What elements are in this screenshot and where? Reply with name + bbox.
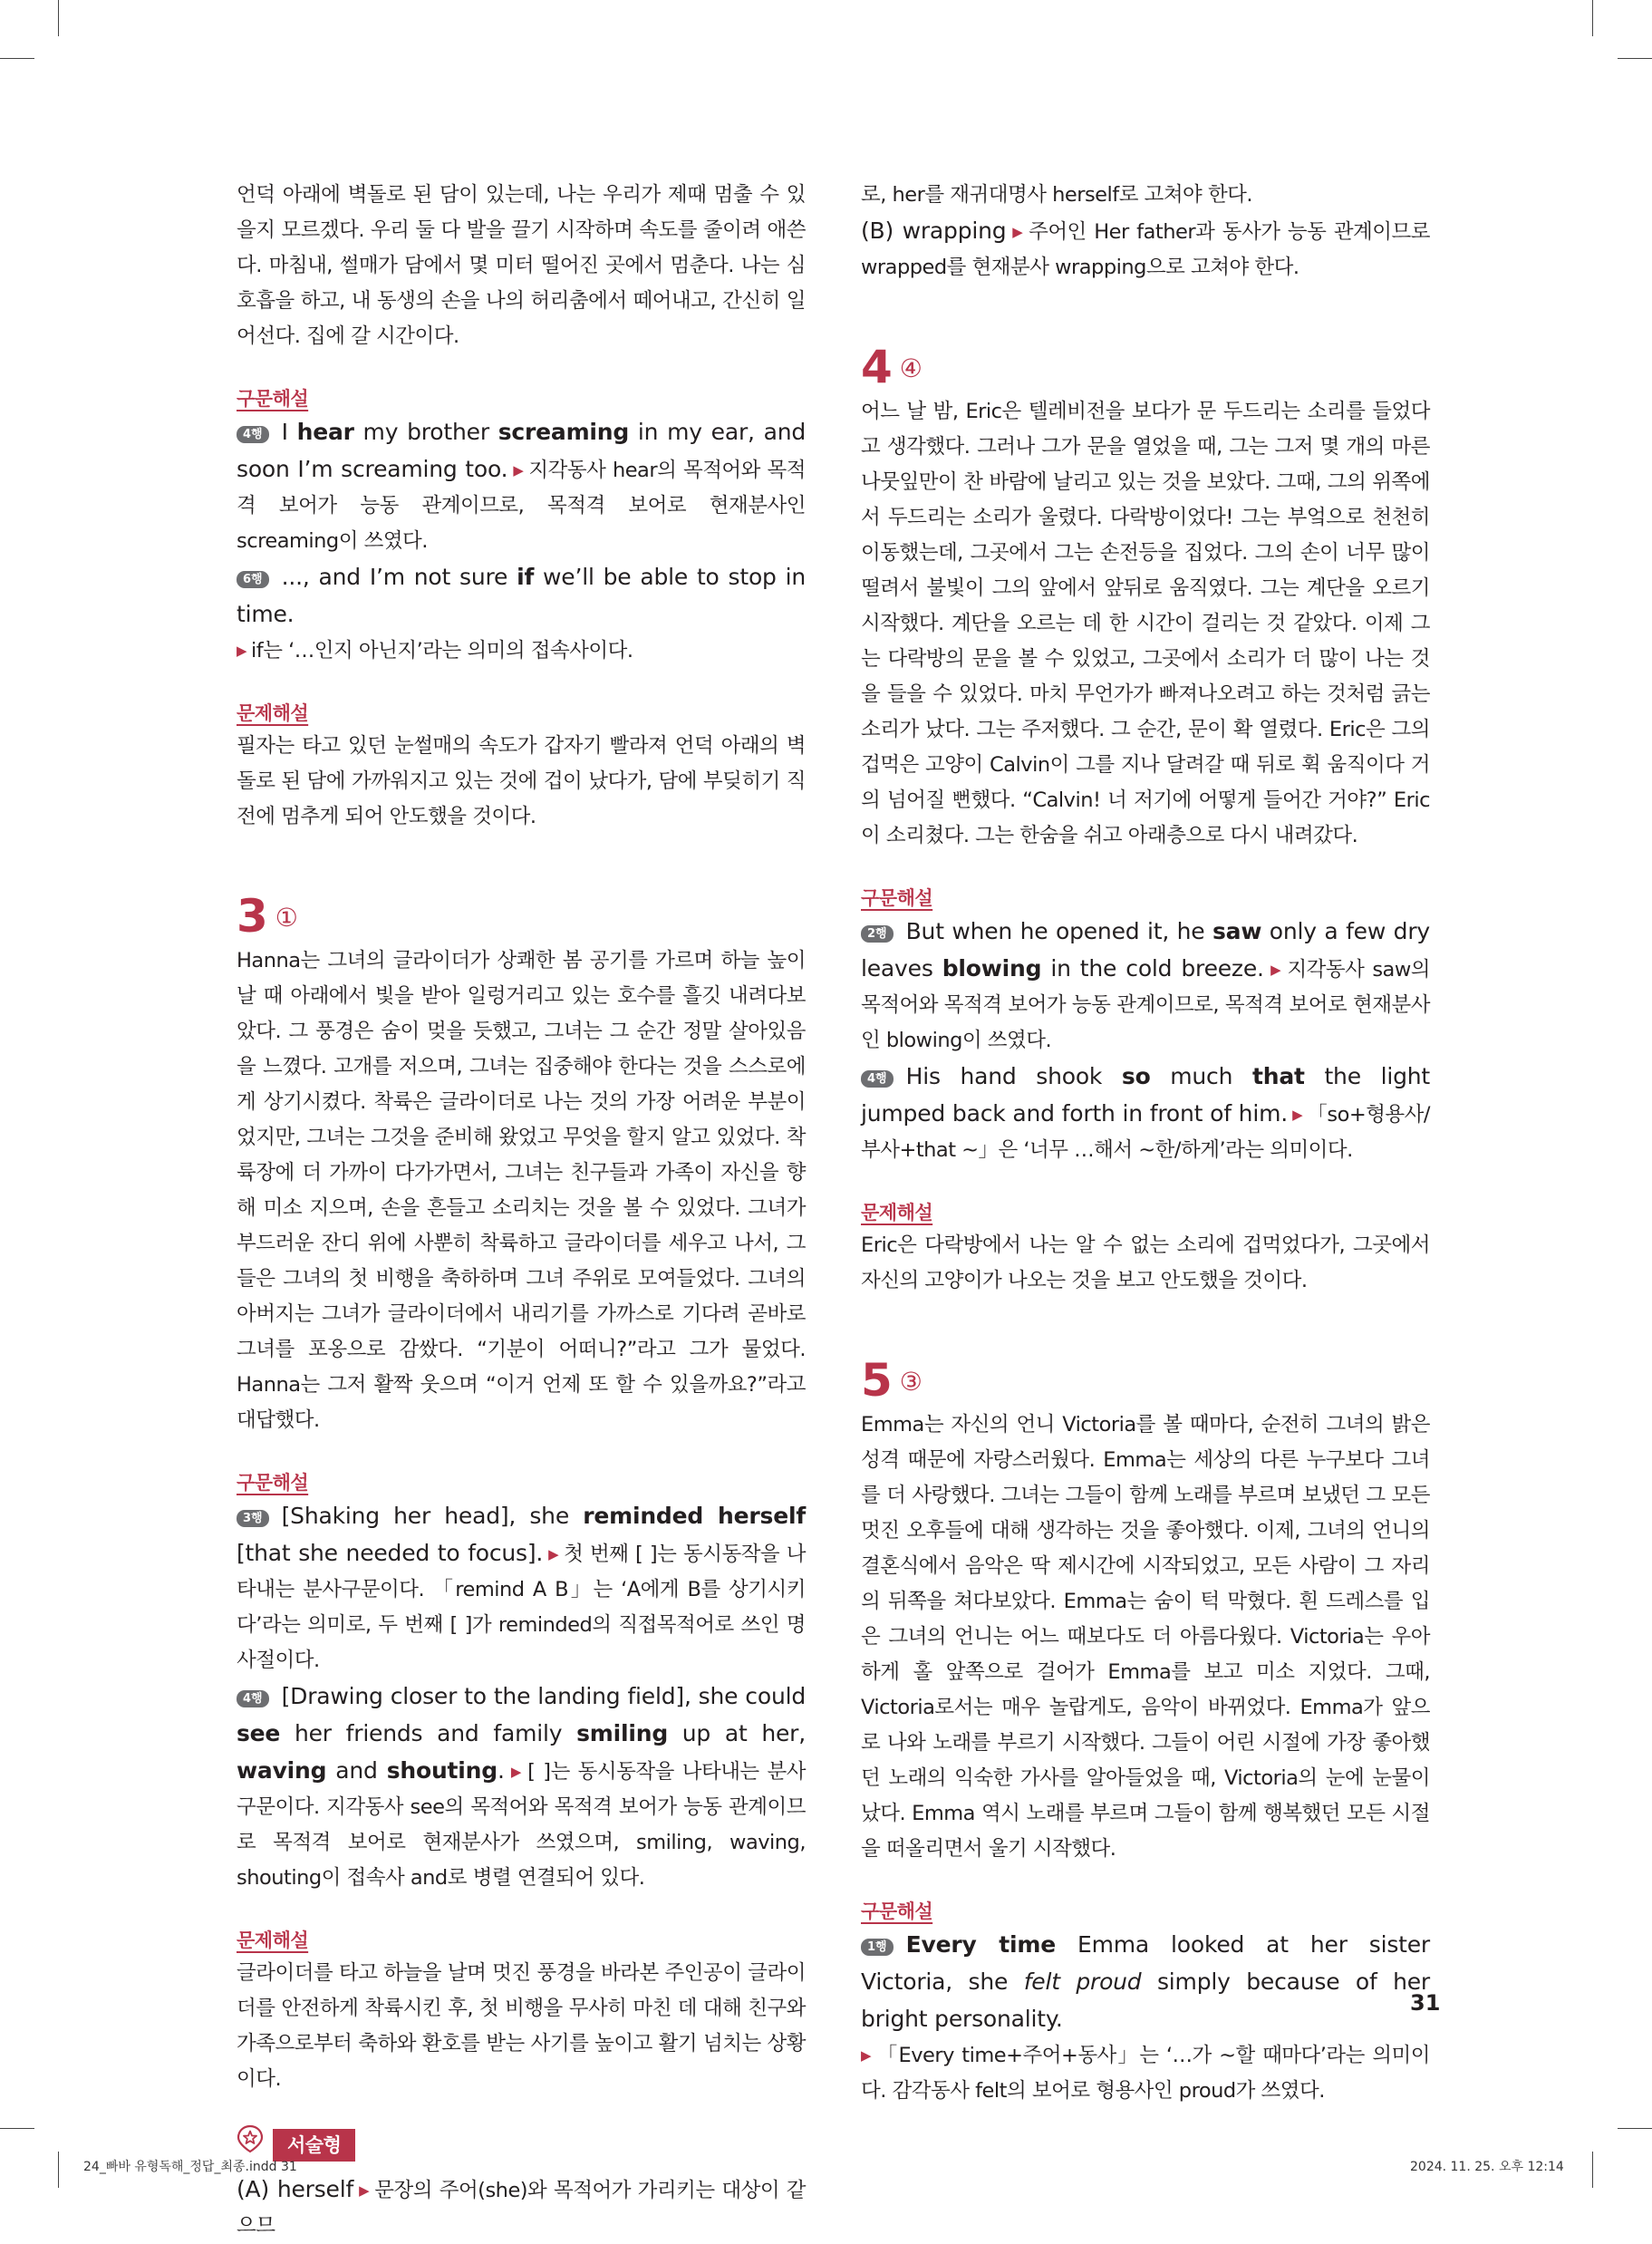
line-badge: 2행 bbox=[861, 925, 894, 943]
triangle-right-icon: ▶ bbox=[512, 462, 525, 479]
section-heading-syntax: 구문해설 bbox=[237, 1472, 309, 1494]
line-badge: 6행 bbox=[237, 571, 269, 588]
question-header bbox=[861, 1353, 1430, 1407]
answer-choice: ③ bbox=[899, 1367, 923, 1397]
section-heading-syntax: 구문해설 bbox=[861, 1901, 933, 1922]
triangle-right-icon: ▶ bbox=[508, 1764, 524, 1780]
triangle-right-icon: ▶ bbox=[1010, 224, 1025, 240]
triangle-right-icon: ▶ bbox=[547, 1546, 560, 1562]
passage-translation: 언덕 아래에 벽돌로 된 담이 있는데, 나는 우리가 제때 멈출 수 있을지 모르겠다. 우리 둘 다 발을 끌기 시작하며 속도를 줄이려 애쓴다. 마침내, 썰매가 담에서 몇 미터 떨어진 곳에서 멈춘다. 나는 심호흡을 하고, 내 동생의 손을 나의 허리춤에서 떼어내고, 간신히 일어선다. 집에 갈 시간이다. bbox=[237, 183, 806, 348]
question-number: 4 bbox=[861, 341, 893, 393]
question-header bbox=[237, 889, 806, 943]
syntax-note: 4행 I hear my brother screaming in my ear, and soon I’m screaming too. ▶ 지각동사 hear의 목적어와 목적격 보어가 능동 관계이므로, 목적격 보어로 현재분사인 screaming이 쓰였다. bbox=[237, 419, 807, 553]
passage-translation: Emma는 자신의 언니 Victoria를 볼 때마다, 순전히 그녀의 밝은 성격 때문에 자랑스러웠다. Emma는 세상의 다른 누구보다 그녀를 더 사랑했다. 그녀는 그들이 함께 노래를 부르며 보냈던 그 모든 멋진 오후들에 대해 생각하는 것을 좋아했다. 이제, 그녀의 언니의 결혼식에서 음악은 딱 제시간에 시작되었고, 모든 사람이 그 자리의 뒤쪽을 쳐다보았다. Emma는 숨이 턱 막혔다. 흰 드레스를 입은 그녀의 언니는 어느 때보다도 더 아름다웠다. Victoria는 우아하게 홀 앞쪽으로 걸어가 Emma를 보고 미소 지었다. 그때, Victoria로서는 매우 놀랍게도, 음악이 바뀌었다. Emma가 앞으로 나와 노래를 부르기 시작했다. 그들이 어린 시절에 가장 좋아했던 노래의 익숙한 가사를 알아들었을 때, Victoria의 눈에 눈물이 났다. Emma 역시 노래를 부르며 그들이 함께 행복했던 모든 시절을 떠올리면서 울기 시작했다. bbox=[861, 1413, 1430, 1861]
triangle-right-icon: ▶ bbox=[237, 643, 247, 659]
crop-mark bbox=[1618, 2128, 1652, 2129]
writing-answer: (B) wrapping ▶ 주어인 Her father과 동사가 능동 관계이므로 wrapped를 현재분사 wrapping으로 고쳐야 한다. bbox=[861, 218, 1430, 279]
crop-mark bbox=[1592, 0, 1593, 36]
section-heading-syntax: 구문해설 bbox=[861, 887, 933, 909]
example-sentence: ..., and I’m not sure if we’ll be able to stop in time. bbox=[237, 564, 807, 627]
writing-answer: (A) herself ▶ 문장의 주어(she)와 목적어가 가리키는 대상이 같으므 bbox=[237, 2176, 807, 2238]
syntax-note: 4행 [Drawing closer to the landing field], she could see her friends and family smiling up at her, waving and shouting. ▶ [ ]는 동시동작을 나타내는 분사구문이다. 지각동사 see의 목적어와 목적격 보어가 능동 관계이므로 목적격 보어로 현재분사가 쓰였으며, smiling, waving, shouting이 접속사 and로 병렬 연결되어 있다. bbox=[237, 1683, 806, 1890]
right-column bbox=[861, 178, 1430, 2109]
answer-choice: ① bbox=[275, 903, 298, 933]
problem-explanation: 글라이더를 타고 하늘을 날며 멋진 풍경을 바라본 주인공이 글라이더를 안전하게 착륙시킨 후, 첫 비행을 무사히 마친 데 대해 친구와 가족으로부터 축하와 환호를 받는 사기를 높이고 활기 넘치는 상황이다. bbox=[237, 1961, 806, 2091]
syntax-note: 4행 His hand shook so much that the light jumped back and forth in front of him. ▶ 「so+형용사/부사+that ~」은 ‘너무 …해서 ~한/하게’라는 의미이다. bbox=[861, 1063, 1430, 1162]
line-badge: 4행 bbox=[237, 426, 269, 443]
footer-filename: 24_빠바 유형독해_정답_최종.indd 31 bbox=[83, 2160, 297, 2174]
crop-mark bbox=[1592, 2152, 1593, 2188]
syntax-note: 1행 Every time Emma looked at her sister Victoria, she felt proud simply because of her bright personality. ▶ 「Every time+주어+동사」는 ‘…가 ~할 때마다’라는 의미이다. 감각동사 felt의 보어로 형용사인 proud가 쓰였다. bbox=[861, 1931, 1431, 2103]
crop-mark bbox=[58, 0, 59, 36]
crop-mark bbox=[58, 2152, 59, 2188]
section-heading-problem: 문제해설 bbox=[237, 702, 309, 724]
writing-answer-continued: 로, her를 재귀대명사 herself로 고쳐야 한다. bbox=[861, 183, 1253, 207]
question-number: 3 bbox=[237, 890, 268, 943]
syntax-note: 3행 [Shaking her head], she reminded herself [that she needed to focus]. ▶ 첫 번째 [ ]는 동시동작을 나타내는 분사구문이다. 「remind A B」는 ‘A에게 B를 상기시키다’라는 의미로, 두 번째 [ ]가 reminded의 직접목적어로 쓰인 명사절이다. bbox=[237, 1503, 806, 1672]
line-badge: 4행 bbox=[237, 1690, 269, 1707]
syntax-note: 6행 ..., and I’m not sure if we’ll be able to stop in time. ▶ if는 ‘…인지 아닌지’라는 의미의 접속사이다. bbox=[237, 564, 807, 663]
line-badge: 3행 bbox=[237, 1510, 269, 1527]
triangle-right-icon: ▶ bbox=[358, 2182, 371, 2199]
section-heading-problem: 문제해설 bbox=[861, 1202, 933, 1224]
answer-choice: ④ bbox=[899, 353, 923, 383]
triangle-right-icon: ▶ bbox=[861, 2047, 873, 2064]
example-sentence: Every time Emma looked at her sister Victoria, she felt proud simply because of her bright personality. bbox=[861, 1931, 1431, 2032]
line-badge: 4행 bbox=[861, 1070, 894, 1088]
example-sentence: [Drawing closer to the landing field], she could see her friends and family smiling up at her, waving and shouting. bbox=[237, 1683, 806, 1784]
left-column bbox=[237, 178, 806, 2244]
crop-mark bbox=[0, 58, 34, 59]
problem-explanation: Eric은 다락방에서 나는 알 수 없는 소리에 겁먹었다가, 그곳에서 자신의 고양이가 나오는 것을 보고 안도했을 것이다. bbox=[861, 1233, 1430, 1292]
crop-mark bbox=[0, 2128, 34, 2129]
line-badge: 1행 bbox=[861, 1939, 894, 1956]
page-number: 31 bbox=[1410, 1990, 1441, 2016]
example-sentence: But when he opened it, he saw only a few dry leaves blowing in the cold breeze. bbox=[861, 918, 1430, 982]
example-sentence: His hand shook so much that the light jumped back and forth in front of him. bbox=[861, 1063, 1430, 1127]
problem-explanation: 필자는 타고 있던 눈썰매의 속도가 갑자기 빨라져 언덕 아래의 벽돌로 된 담에 가까워지고 있는 것에 겁이 났다가, 담에 부딪히기 직전에 멈추게 되어 안도했을 것이다. bbox=[237, 734, 806, 828]
crop-mark bbox=[1618, 58, 1652, 59]
footer-datetime: 2024. 11. 25. 오후 12:14 bbox=[1410, 2160, 1564, 2174]
question-number: 5 bbox=[861, 1354, 893, 1407]
section-heading-syntax: 구문해설 bbox=[237, 388, 309, 410]
triangle-right-icon: ▶ bbox=[1291, 1107, 1303, 1123]
section-heading-problem: 문제해설 bbox=[237, 1930, 309, 1951]
triangle-right-icon: ▶ bbox=[1268, 962, 1283, 978]
question-header bbox=[861, 340, 1430, 394]
example-sentence: I hear my brother screaming in my ear, and soon I’m screaming too. bbox=[237, 419, 807, 482]
syntax-note: 2행 But when he opened it, he saw only a few dry leaves blowing in the cold breeze. ▶ 지각동사 saw의 목적어와 목적격 보어가 능동 관계이므로, 목적격 보어로 현재분사인 blowing이 쓰였다. bbox=[861, 918, 1430, 1052]
writing-section-label: 서술형 bbox=[273, 2129, 355, 2162]
passage-translation: Hanna는 그녀의 글라이더가 상쾌한 봄 공기를 가르며 하늘 높이 날 때 아래에서 빛을 받아 일렁거리고 있는 호수를 흘깃 내려다보았다. 그 풍경은 숨이 멎을 듯했고, 그녀는 그 순간 정말 살아있음을 느꼈다. 고개를 저으며, 그녀는 집중해야 한다는 것을 스스로에게 상기시켰다. 착륙은 글라이더로 나는 것의 가장 어려운 부분이었지만, 그녀는 그것을 준비해 왔었고 무엇을 할지 알고 있었다. 착륙장에 더 가까이 다가가면서, 그녀는 친구들과 가족이 자신을 향해 미소 지으며, 손을 흔들고 소리치는 것을 볼 수 있었다. 그녀가 부드러운 잔디 위에 사뿐히 착륙하고 글라이더를 세우고 나서, 그들은 그녀의 첫 비행을 축하하며 그녀 주위로 모여들었다. 그녀의 아버지는 그녀가 글라이더에서 내리기를 가까스로 기다려 곧바로 그녀를 포옹으로 감쌌다. “기분이 어떠니?”라고 그가 물었다. Hanna는 그저 활짝 웃으며 “이거 언제 또 할 수 있을까요?”라고 대답했다. bbox=[237, 949, 806, 1432]
passage-translation: 어느 날 밤, Eric은 텔레비전을 보다가 문 두드리는 소리를 들었다고 생각했다. 그러나 그가 문을 열었을 때, 그는 그저 몇 개의 마른 나뭇잎만이 찬 바람에 날리고 있는 것을 보았다. 그때, 그의 위쪽에서 두드리는 소리가 울렸다. 다락방이었다! 그는 부엌으로 천천히 이동했는데, 그곳에서 그는 손전등을 집었다. 그의 손이 너무 많이 떨려서 불빛이 그의 앞에서 앞뒤로 움직였다. 그는 계단을 오르기 시작했다. 계단을 오르는 데 한 시간이 걸리는 것 같았다. 이제 그는 다락방의 문을 볼 수 있었고, 그곳에서 소리가 더 많이 나는 것을 들을 수 있었다. 마치 무언가가 빠져나오려고 하는 것처럼 긁는 소리가 났다. 그는 주저했다. 그 순간, 문이 확 열렸다. Eric은 그의 겁먹은 고양이 Calvin이 그를 지나 달려갈 때 뒤로 휙 움직이다 거의 넘어질 뻔했다. “Calvin! 너 저기에 어떻게 들어간 거야?” Eric이 소리쳤다. 그는 한숨을 쉬고 아래층으로 다시 내려갔다. bbox=[861, 400, 1430, 847]
example-sentence: [Shaking her head], she reminded herself [that she needed to focus]. bbox=[237, 1503, 806, 1566]
writing-section-header bbox=[237, 2124, 806, 2164]
